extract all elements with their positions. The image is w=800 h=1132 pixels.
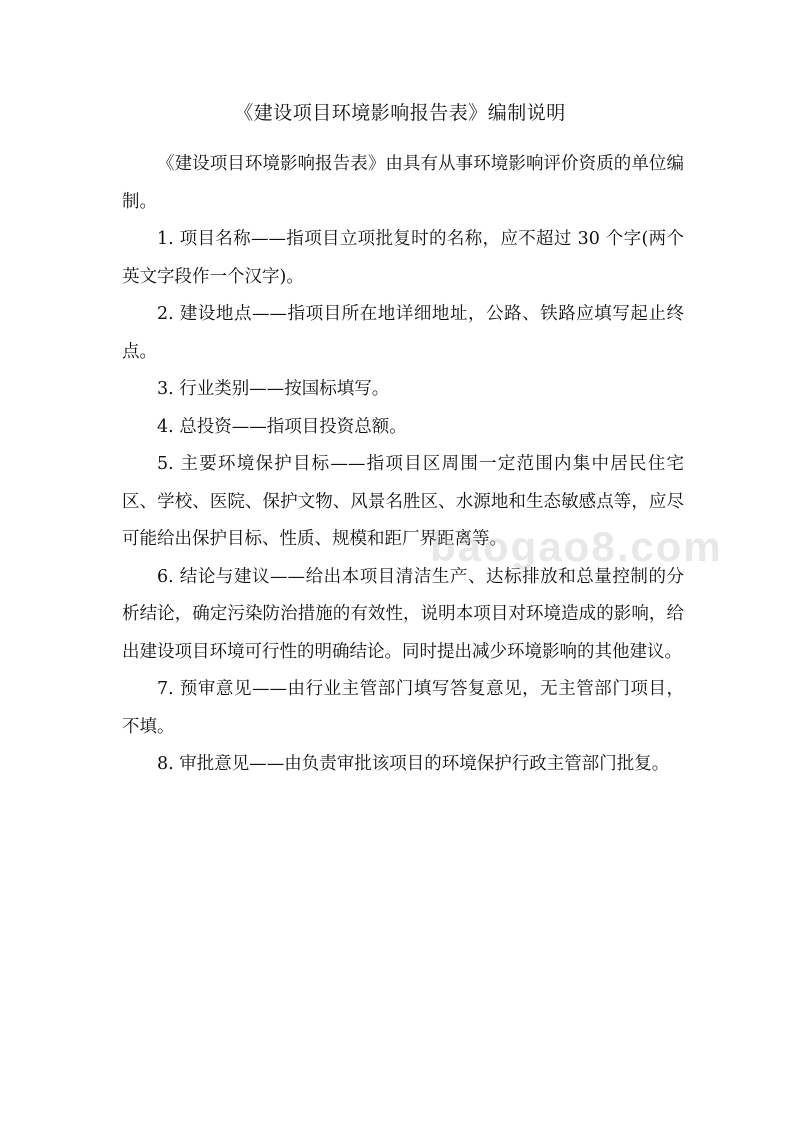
intro-paragraph: 《建设项目环境影响报告表》由具有从事环境影响评价资质的单位编制。 [122,154,684,212]
document-title: 《建设项目环境影响报告表》编制说明 [234,102,566,124]
item-preliminary-review: 7. 预审意见——由行业主管部门填写答复意见，无主管部门项目，不填。 [122,679,684,737]
item-project-name: 1. 项目名称——指项目立项批复时的名称，应不超过 30 个字(两个英文字段作一个汉字)。 [122,229,684,287]
item-approval-opinion: 8. 审批意见——由负责审批该项目的环境保护行政主管部门批复。 [157,754,670,774]
item-total-investment: 4. 总投资——指项目投资总额。 [157,416,407,437]
watermark-text: baogao8.com [430,523,723,570]
item-industry-category: 3. 行业类别——按国标填写。 [157,379,390,399]
item-protection-targets: 5. 主要环境保护目标——指项目区周围一定范围内集中居民住宅区、学校、医院、保护文物、风景名胜区、水源地和生态敏感点等，应尽可能给出保护目标、性质、规模和距厂界距离等。 [122,454,684,549]
item-conclusions: 6. 结论与建议——给出本项目清洁生产、达标排放和总量控制的分析结论，确定污染防治措施的有效性，说明本项目对环境造成的影响，给出建设项目环境可行性的明确结论。同时提出减少环境影响的其他建议。 [122,566,684,662]
document-body [122,146,684,784]
item-construction-site: 2. 建设地点——指项目所在地详细地址，公路、铁路应填写起止终点。 [122,304,684,362]
